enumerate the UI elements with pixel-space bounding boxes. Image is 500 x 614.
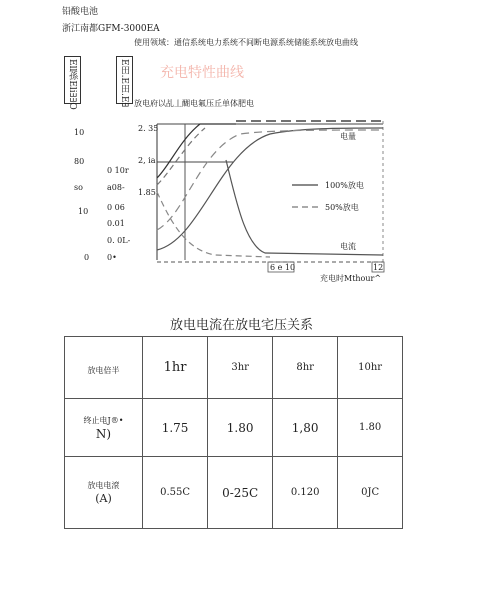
x-tick-end: 12	[373, 263, 384, 272]
table-row	[65, 457, 403, 529]
vertical-stamp-2: E田.E田.E∃	[116, 56, 133, 104]
current-curve-50	[157, 192, 270, 257]
voltage-curve-100	[157, 124, 236, 178]
mid-axis-label: 0.01	[107, 219, 125, 228]
left-axis-label: 80	[74, 157, 85, 166]
voltage-tick-label: 2. 35	[138, 124, 159, 133]
mid-axis-label: 0 06	[107, 203, 125, 212]
voltage-cell: 1,80	[273, 399, 338, 457]
left-axis-label: so	[74, 183, 83, 192]
voltage-label-b: N)	[95, 426, 112, 441]
voltage-cell: 1.75	[142, 399, 207, 457]
mid-axis-label: 0. 0L-	[107, 236, 131, 245]
chart-subtitle: 放电府以乩丄醐电氟压丘单体肥电	[134, 99, 254, 108]
current-cell: 0.55C	[142, 457, 207, 529]
voltage-label-a: 终止电J®•	[83, 415, 124, 425]
table-row	[65, 399, 403, 457]
application-scope: 使用领域：通信系统电力系统不间断电源系统储能系统放电曲线	[134, 38, 358, 47]
x-tick-mid: 6 e 10	[270, 263, 296, 272]
header-label-cell	[65, 337, 143, 399]
mid-axis-label: a08-	[107, 183, 125, 192]
voltage-tick-label: 2, ia	[138, 156, 156, 165]
current-cell: 0JC	[338, 457, 403, 529]
voltage-cell: 1.80	[208, 399, 273, 457]
voltage-label-cell	[65, 399, 143, 457]
charge-curve-figure	[0, 0, 500, 300]
chart-title: 充电特性曲线	[160, 65, 244, 81]
current-label-a: 放电电滾	[87, 481, 120, 490]
current-cell: 0-25C	[208, 457, 273, 529]
table-row	[65, 337, 403, 399]
voltage-tick-label: 1.85	[138, 188, 156, 197]
left-axis-label: 10	[78, 207, 89, 216]
current-label-b: (A)	[95, 492, 112, 505]
header-cell: 10hr	[338, 337, 403, 399]
x-axis-label: 充电时Mthour^	[320, 274, 382, 283]
mid-axis-label: 0 10r	[107, 166, 129, 175]
header-cell: 1hr	[142, 337, 207, 399]
header-cell: 8hr	[273, 337, 338, 399]
current-label: 电流	[340, 242, 356, 251]
discharge-table	[64, 336, 403, 529]
voltage-cell: 1.80	[338, 399, 403, 457]
current-label-cell	[65, 457, 143, 529]
left-axis-label: 0	[84, 253, 90, 262]
product-model: 浙江南都GFM-3000EA	[62, 24, 160, 34]
doc-type: 铅酸电池	[62, 7, 99, 17]
legend-50-label: 50%放电	[325, 203, 359, 212]
rate-label: 放电倍半	[87, 366, 120, 375]
legend-100-label: 100%放电	[325, 181, 364, 190]
current-cell: 0.120	[273, 457, 338, 529]
capacity-label: 电量	[340, 132, 356, 141]
header-cell: 3hr	[208, 337, 273, 399]
vertical-stamp-1: Ell孫Eli∃∃O	[64, 56, 81, 104]
table-title: 放电电流在放电宅压关系	[170, 318, 314, 333]
left-axis-label: 10	[74, 128, 85, 137]
mid-axis-label: 0•	[107, 253, 117, 262]
